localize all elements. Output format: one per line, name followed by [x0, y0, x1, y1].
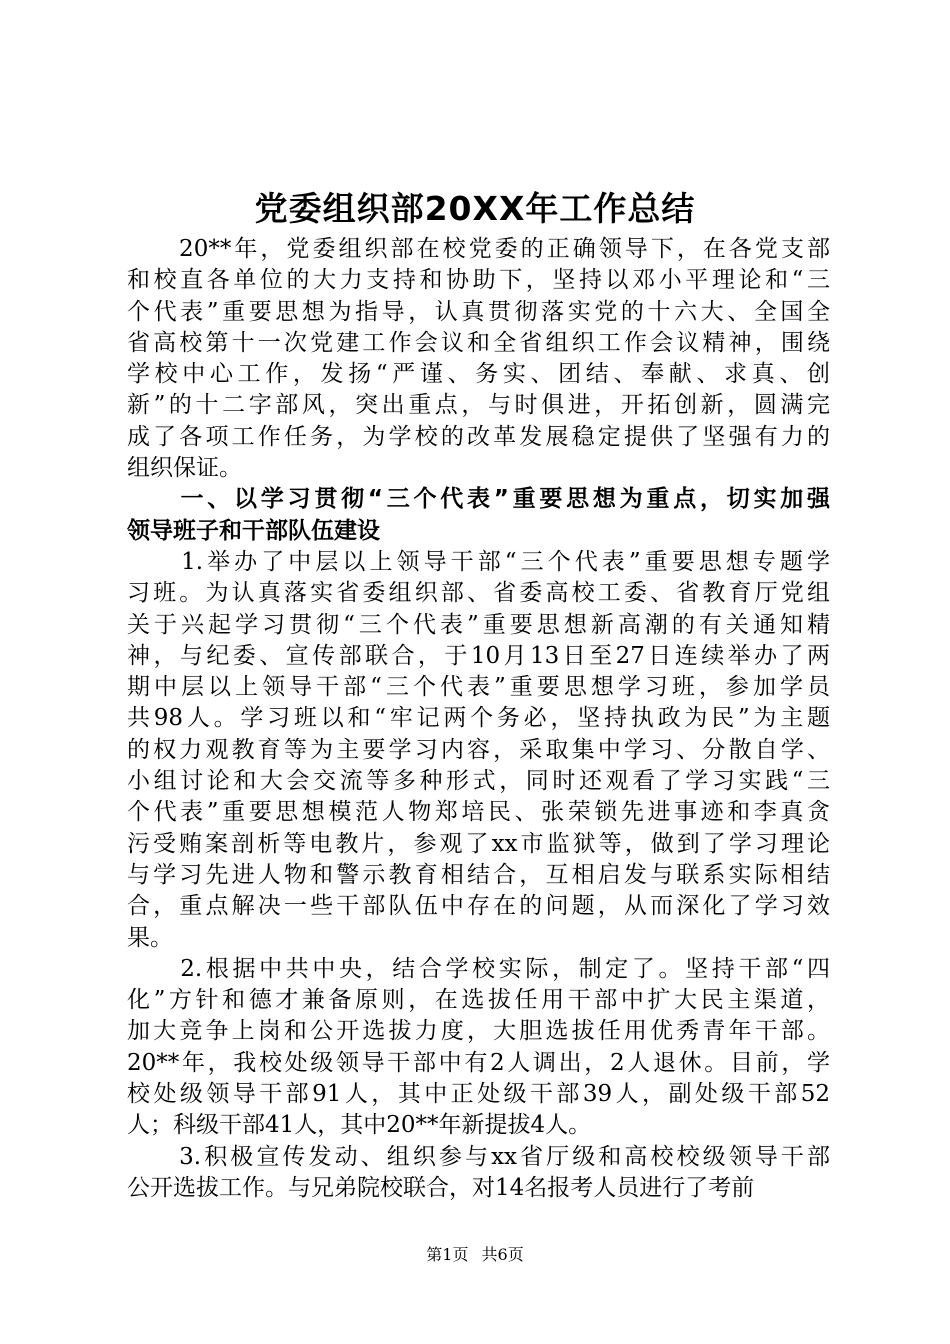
heading-line: 一、以学习贯彻“三个代表”重要思想为重点，切实加强 — [127, 486, 830, 513]
text-line: 污受贿案剖析等电教片，参观了xx市监狱等，做到了学习理论 — [127, 830, 830, 857]
text-line: 1.举办了中层以上领导干部“三个代表”重要思想专题学 — [127, 548, 830, 575]
text-line: 小组讨论和大会交流等多种形式，同时还观看了学习实践“三 — [127, 768, 830, 795]
text-line: 神，与纪委、宣传部联合，于10月13日至27日连续举办了两 — [127, 642, 830, 669]
text-line: 成了各项工作任务，为学校的改革发展稳定提供了坚强有力的 — [127, 423, 830, 450]
text-line: 校处级领导干部91人，其中正处级干部39人，副处级干部52 — [127, 1081, 830, 1108]
text-line: 和校直各单位的大力支持和协助下，坚持以邓小平理论和“三 — [127, 267, 830, 294]
paragraph — [127, 954, 830, 1142]
page-footer — [0, 1244, 950, 1266]
text-line: 加大竞争上岗和公开选拔力度，大胆选拔任用优秀青年干部。 — [127, 1018, 830, 1045]
text-line: 与学习先进人物和警示教育相结合，互相启发与联系实际相结 — [127, 861, 830, 888]
text-line: 个代表”重要思想为指导，认真贯彻落实党的十六大、全国全 — [127, 298, 830, 325]
text-line: 2.根据中共中央，结合学校实际，制定了。坚持干部“四 — [127, 955, 830, 982]
paragraph — [127, 234, 830, 484]
text-line: 果。 — [127, 924, 173, 951]
text-line: 学校中心工作，发扬“严谨、务实、团结、奉献、求真、创 — [127, 361, 830, 388]
text-line: 的权力观教育等为主要学习内容，采取集中学习、分散自学、 — [127, 736, 830, 763]
paragraph — [127, 1142, 830, 1205]
text-line: 期中层以上领导干部“三个代表”重要思想学习班，参加学员 — [127, 674, 830, 701]
text-line: 共98人。学习班以和“牢记两个务必，坚持执政为民”为主题 — [127, 705, 830, 732]
document-body — [127, 234, 830, 1204]
document-title: 党委组织部20XX年工作总结 — [254, 189, 696, 228]
paragraph — [127, 547, 830, 954]
page-total: 共6页 — [481, 1245, 524, 1264]
text-line: 关于兴起学习贯彻“三个代表”重要思想新高潮的有关通知精 — [127, 611, 830, 638]
text-line: 20**年，党委组织部在校党委的正确领导下，在各党支部 — [127, 236, 830, 262]
text-line: 个代表”重要思想模范人物郑培民、张荣锁先进事迹和李真贪 — [127, 799, 830, 826]
text-line: 省高校第十一次党建工作会议和全省组织工作会议精神，围绕 — [127, 329, 830, 356]
text-line: 合，重点解决一些干部队伍中存在的问题，从而深化了学习效 — [127, 893, 830, 920]
text-line: 组织保证。 — [127, 455, 242, 482]
text-line: 20**年，我校处级领导干部中有2人调出，2人退休。目前，学 — [127, 1049, 830, 1076]
text-line: 新”的十二字部风，突出重点，与时俱进，开拓创新，圆满完 — [127, 392, 830, 419]
text-line: 化”方针和德才兼备原则，在选拔任用干部中扩大民主渠道， — [127, 987, 830, 1014]
page-number: 第1页 — [426, 1245, 469, 1264]
text-line: 3.积极宣传发动、组织参与xx省厅级和高校校级领导干部 — [127, 1143, 830, 1170]
heading-line: 领导班子和干部队伍建设 — [127, 517, 380, 544]
text-line: 人；科级干部41人，其中20**年新提拔4人。 — [127, 1112, 592, 1139]
text-line: 公开选拔工作。与兄弟院校联合，对14名报考人员进行了考前 — [127, 1174, 755, 1201]
text-line: 习班。为认真落实省委组织部、省委高校工委、省教育厅党组 — [127, 580, 830, 607]
section-heading — [127, 484, 830, 547]
